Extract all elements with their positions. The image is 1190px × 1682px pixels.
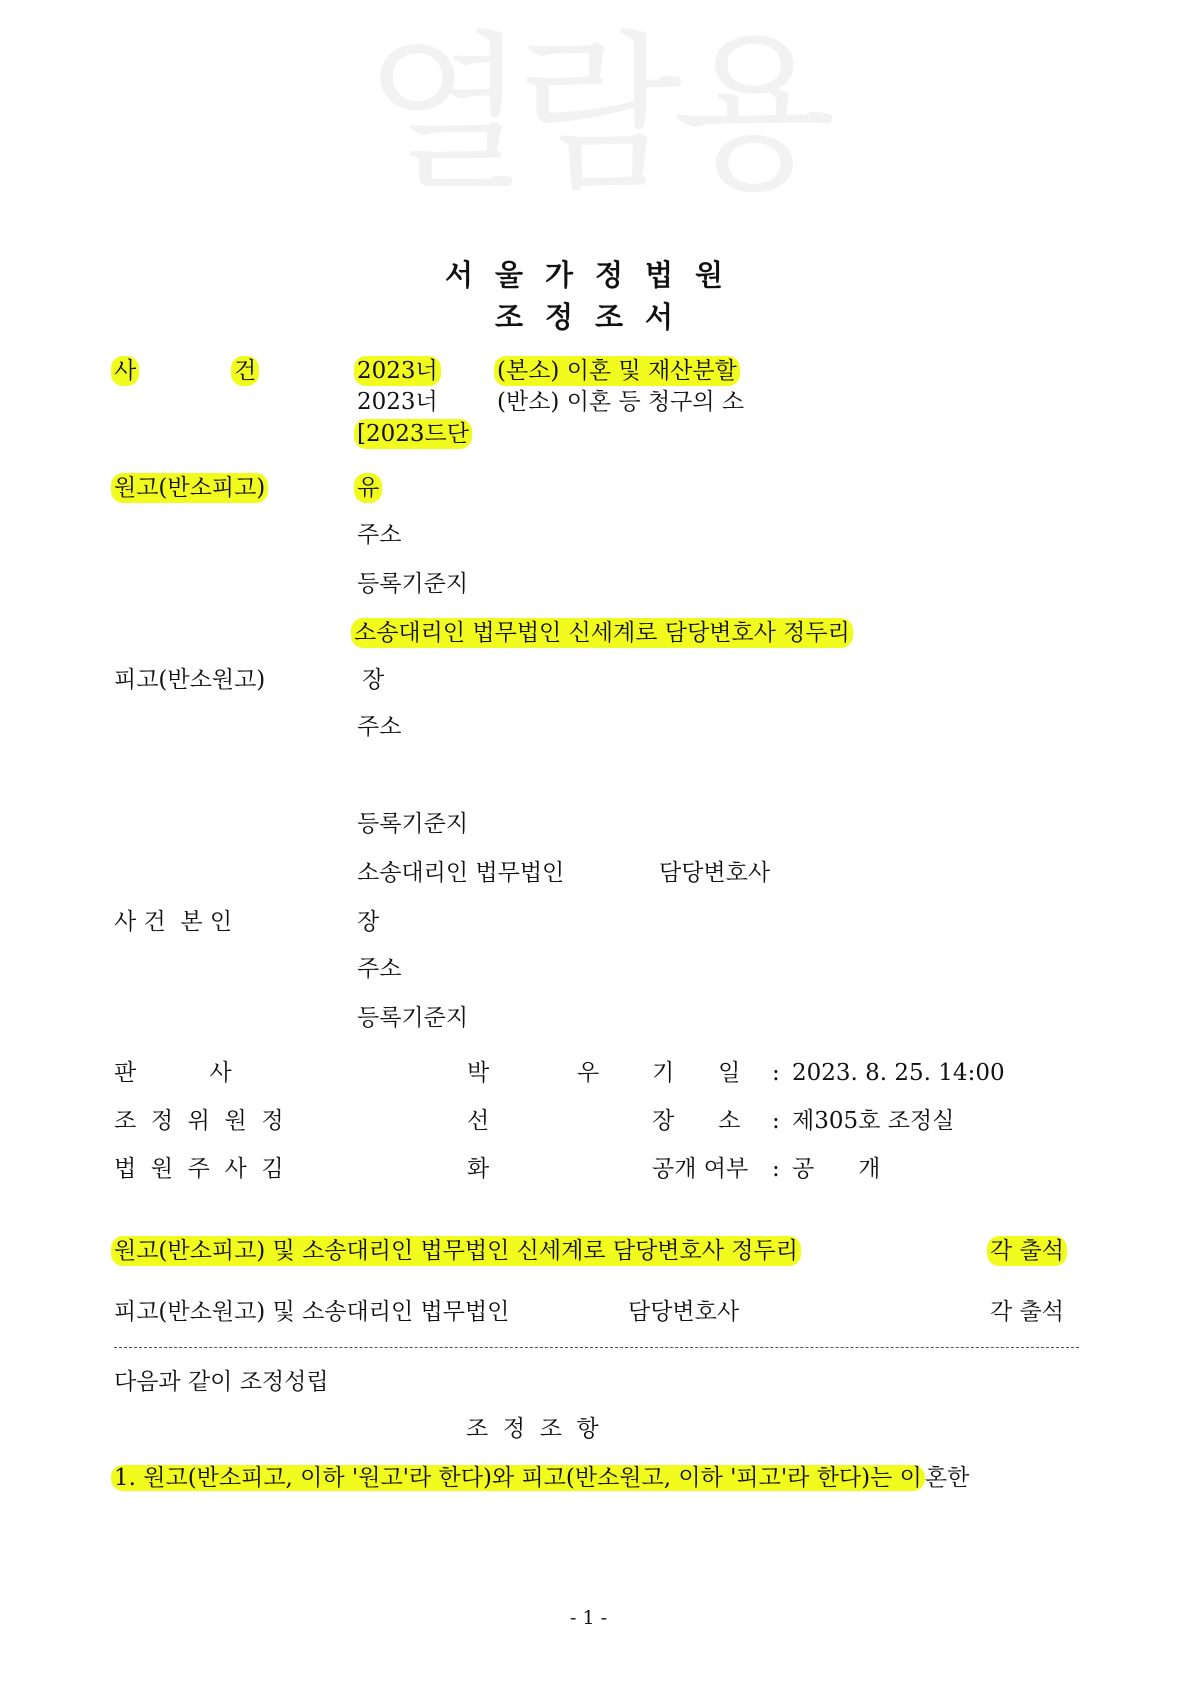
official-name: 선 <box>467 1108 490 1134</box>
official-name: 화 <box>467 1156 490 1182</box>
court-name: 서울가정법원 <box>444 258 746 292</box>
principal-registry: 등록기준지 <box>357 1005 469 1031</box>
official-role: 판 사 <box>114 1060 232 1086</box>
official-name: 박 우 <box>467 1060 600 1086</box>
term-1 <box>111 1463 969 1493</box>
case-name-1: (본소) 이혼 및 재산분할 <box>494 356 740 386</box>
info-value: 제305호 조정실 <box>792 1108 955 1134</box>
plaintiff-attendance-status: 각 출석 <box>987 1236 1067 1266</box>
info-colon: : <box>772 1060 780 1086</box>
official-role: 법 원 주 사 김 <box>114 1156 284 1182</box>
plaintiff-registry: 등록기준지 <box>357 571 469 597</box>
defendant-registry: 등록기준지 <box>357 811 469 837</box>
defendant-address: 주소 <box>357 714 402 740</box>
case-name-2: (반소) 이혼 등 청구의 소 <box>497 389 745 415</box>
case-label-b: 건 <box>231 356 259 386</box>
term-1-highlighted: 1. 원고(반소피고, 이하 '원고'라 한다)와 피고(반소원고, 이하 '피고'라 한다)는 이 <box>111 1465 925 1491</box>
plaintiff-label: 원고(반소피고) <box>111 473 268 503</box>
defendant-agent-lawyer: 담당변호사 <box>659 860 771 886</box>
document-title: 조정조서 <box>494 300 696 334</box>
defendant-name: 장 <box>362 667 385 693</box>
defendant-agent: 소송대리인 법무법인 <box>357 860 565 886</box>
plaintiff-attendance: 원고(반소피고) 및 소송대리인 법무법인 신세계로 담당변호사 정두리 <box>111 1236 801 1266</box>
case-number-1: 2023너 <box>354 356 441 386</box>
case-number-3: [2023드단 <box>354 419 472 449</box>
info-key: 공개 여부 <box>652 1156 749 1182</box>
info-key: 장 소 <box>652 1108 741 1134</box>
page-number: - 1 - <box>570 1607 608 1629</box>
principal-name: 장 <box>357 909 380 935</box>
plaintiff-name: 유 <box>354 473 382 503</box>
info-key: 기 일 <box>652 1060 741 1086</box>
info-colon: : <box>772 1156 780 1182</box>
term-1-rest: 혼한 <box>924 1465 970 1491</box>
plaintiff-agent: 소송대리인 법무법인 신세계로 담당변호사 정두리 <box>351 618 853 648</box>
defendant-attendance: 피고(반소원고) 및 소송대리인 법무법인 <box>114 1299 510 1325</box>
established-text: 다음과 같이 조정성립 <box>114 1369 329 1395</box>
plaintiff-address: 주소 <box>357 522 402 548</box>
info-value: 공 개 <box>792 1156 881 1182</box>
defendant-label: 피고(반소원고) <box>114 667 266 693</box>
watermark: 열람용 <box>363 16 827 214</box>
info-colon: : <box>772 1108 780 1134</box>
info-value: 2023. 8. 25. 14:00 <box>792 1060 1005 1086</box>
divider <box>114 1347 1079 1348</box>
terms-title: 조 정 조 항 <box>466 1416 599 1442</box>
principal-address: 주소 <box>357 956 402 982</box>
official-role: 조 정 위 원 정 <box>114 1108 284 1134</box>
defendant-attendance-lawyer: 담당변호사 <box>628 1299 740 1325</box>
case-label-a: 사 <box>111 356 139 386</box>
principal-label: 사 건 본 인 <box>114 909 233 935</box>
case-number-2: 2023너 <box>357 389 438 415</box>
defendant-attendance-status: 각 출석 <box>990 1299 1064 1325</box>
